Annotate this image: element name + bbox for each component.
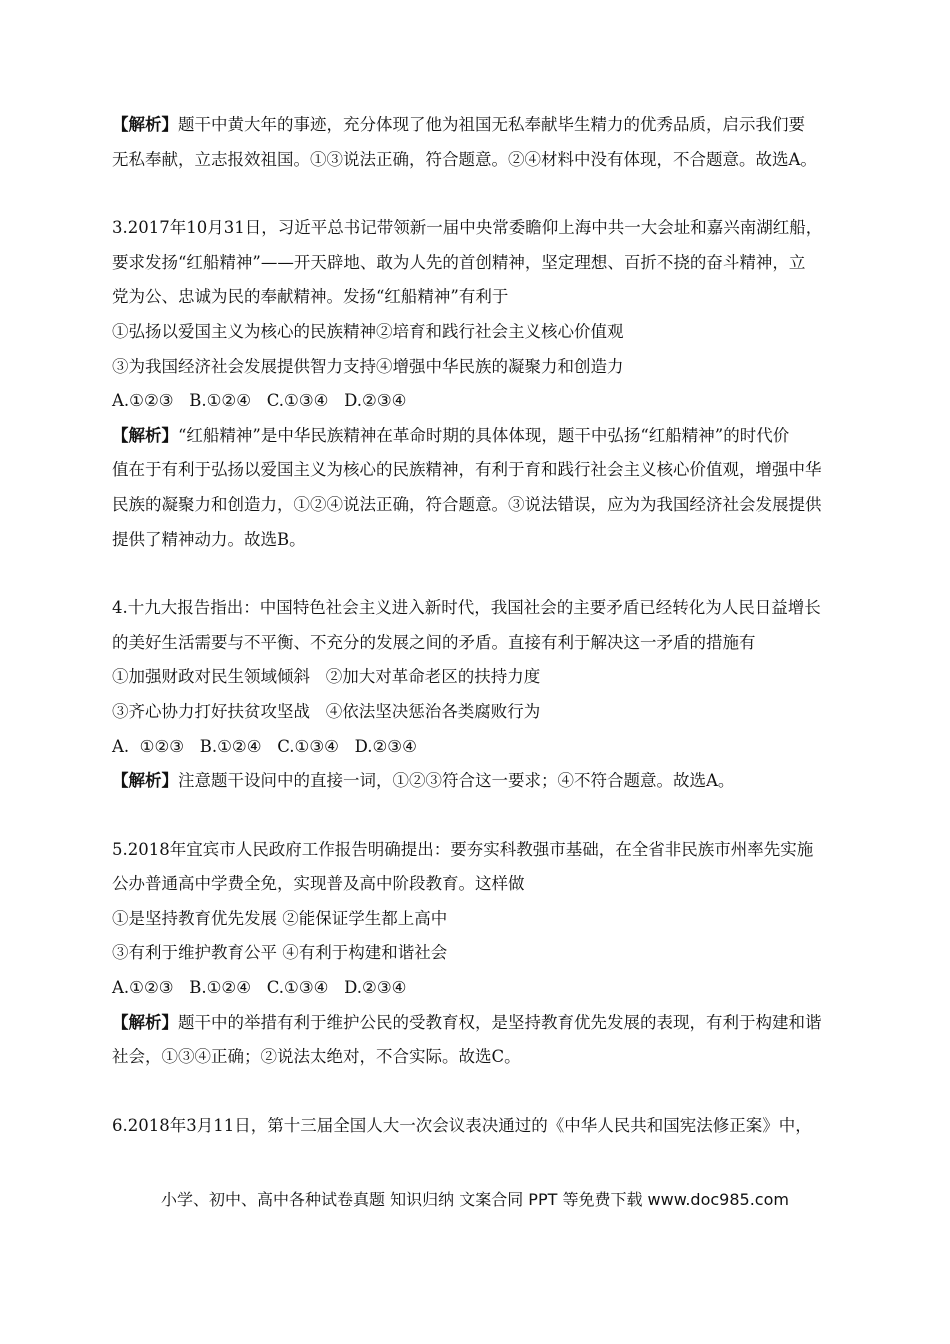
question-5 [112,833,844,1075]
q4-analysis-line-1 [112,764,844,799]
q6-stem-line-1: 6.2018年3月11日，第十三届全国人大一次会议表决通过的《中华人民共和国宪法修正案》中， [112,1115,812,1135]
spacer [112,1075,844,1109]
q4-stem-line-2: 的美好生活需要与不平衡、不充分的发展之间的矛盾。直接有利于解决这一矛盾的措施有 [112,632,756,652]
q4-stem-line-1: 4.十九大报告指出：中国特色社会主义进入新时代，我国社会的主要矛盾已经转化为人民日益增长 [112,598,821,618]
analysis-text: 注意题干设问中的直接一词，①②③符合这一要求；④不符合题意。故选A。 [178,771,735,791]
q4-statements-line-1: ①加强财政对民生领域倾斜 ②加大对革命老区的扶持力度 [112,667,541,687]
spacer [112,799,844,833]
q3-statements-line-2: ③为我国经济社会发展提供智力支持④增强中华民族的凝聚力和创造力 [112,356,624,376]
q3-stem-line-3: 党为公、忠诚为民的奉献精神。发扬“红船精神”有利于 [112,287,509,307]
q5-options: A.①②③ B.①②④ C.①③④ D.②③④ [112,978,407,998]
document-page [112,108,844,1143]
q5-analysis-line-2: 社会，①③④正确；②说法太绝对，不合实际。故选C。 [112,1047,521,1067]
q3-analysis-line-4: 提供了精神动力。故选B。 [112,529,306,549]
q2-analysis-line-1 [112,108,844,143]
analysis-text: 题干中黄大年的事迹，充分体现了他为祖国无私奉献毕生精力的优秀品质，启示我们要 [178,115,805,134]
analysis-tag: 【解析】 [112,115,178,134]
question-3 [112,211,844,557]
q3-statements-line-1: ①弘扬以爱国主义为核心的民族精神②培育和践行社会主义核心价值观 [112,321,624,341]
spacer [112,177,844,211]
q5-stem-line-2: 公办普通高中学费全免，实现普及高中阶段教育。这样做 [112,874,525,894]
analysis-tag: 【解析】 [112,425,178,445]
q4-options: A. ①②③ B.①②④ C.①③④ D.②③④ [112,736,417,756]
q5-analysis-line-1 [112,1006,844,1041]
q3-stem-line-2: 要求发扬“红船精神”——开天辟地、敢为人先的首创精神，坚定理想、百折不挠的奋斗精神，立 [112,252,806,272]
spacer [112,557,844,591]
q5-statements-line-2: ③有利于维护教育公平 ④有利于构建和谐社会 [112,943,448,963]
q2-analysis-line-2: 无私奉献，立志报效祖国。①③说法正确，符合题意。②④材料中没有体现，不合题意。故选A。 [112,149,817,169]
question-6 [112,1109,844,1144]
analysis-tag: 【解析】 [112,1012,178,1032]
page-footer: 小学、初中、高中各种试卷真题 知识归纳 文案合同 PPT 等免费下载 www.doc985.com [161,1190,789,1209]
q5-statements-line-1: ①是坚持教育优先发展 ②能保证学生都上高中 [112,908,448,928]
analysis-text: 题干中的举措有利于维护公民的受教育权，是坚持教育优先发展的表现，有利于构建和谐 [178,1012,822,1032]
analysis-tag: 【解析】 [112,771,178,791]
question-4 [112,591,844,799]
q3-analysis-line-2: 值在于有利于弘扬以爱国主义为核心的民族精神，有利于育和践行社会主义核心价值观，增强中华 [112,460,822,480]
q4-statements-line-2: ③齐心协力打好扶贫攻坚战 ④依法坚决惩治各类腐败行为 [112,701,541,721]
q3-stem-line-1: 3.2017年10月31日，习近平总书记带领新一届中央常委瞻仰上海中共一大会址和嘉兴南湖红船， [112,218,823,238]
q3-options: A.①②③ B.①②④ C.①③④ D.②③④ [112,391,407,411]
analysis-text: “红船精神”是中华民族精神在革命时期的具体体现，题干中弘扬“红船精神”的时代价 [178,425,790,445]
q3-analysis-line-3: 民族的凝聚力和创造力，①②④说法正确，符合题意。③说法错误，应为为我国经济社会发展提供 [112,494,822,514]
q2-analysis [112,108,844,177]
q5-stem-line-1: 5.2018年宜宾市人民政府工作报告明确提出：要夯实科教强市基础，在全省非民族市州率先实施 [112,839,814,859]
q3-analysis-line-1 [112,419,844,454]
